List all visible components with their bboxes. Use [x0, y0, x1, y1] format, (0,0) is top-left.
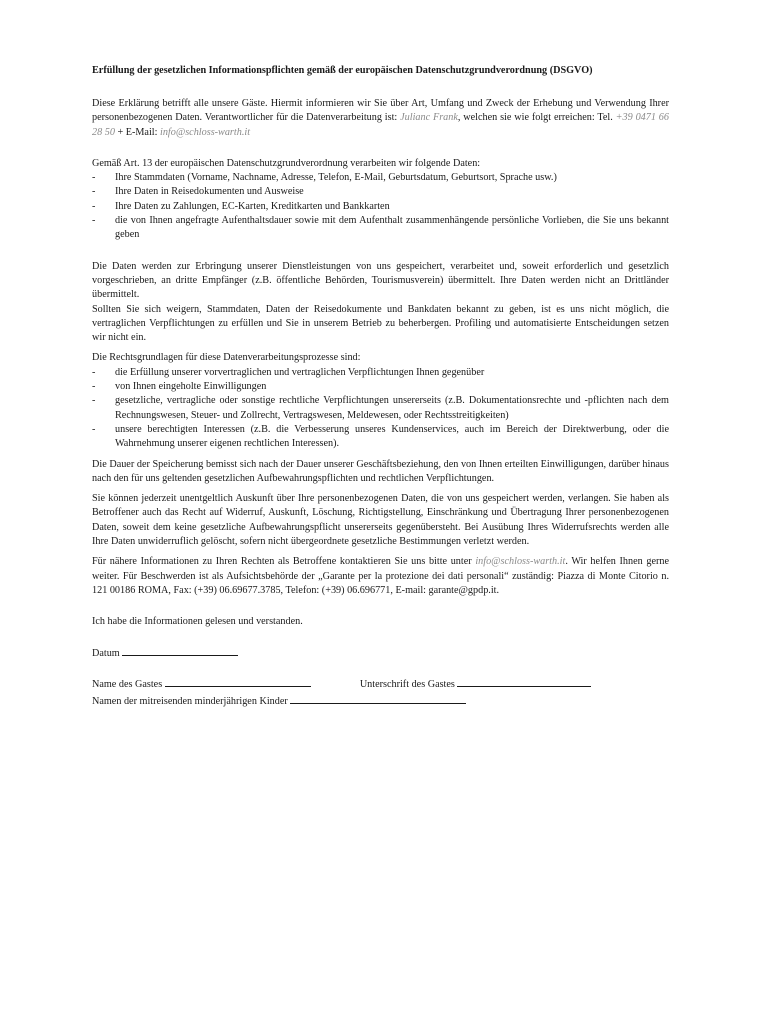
storage-paragraph: Die Daten werden zur Erbringung unserer Dienstleistungen von uns gespeichert, verarbeitet und, soweit erforderlich und gesetzlich vorgeschrieben, an dritte Empfänger (z.B. öffentliche Behörden, Tourismusverein) übermittelt. Ihre Daten werden nicht an Drittländer übermittelt.	[92, 260, 669, 301]
date-field[interactable]	[122, 644, 238, 656]
list-item: - von Ihnen eingeholte Einwilligungen	[92, 380, 669, 394]
minors-line	[92, 692, 669, 709]
contact-email-link[interactable]: info@schloss-warth.it	[475, 556, 566, 568]
date-line	[92, 644, 669, 661]
intro-text-2: , welchen sie wie folgt erreichen: Tel.	[457, 112, 616, 124]
list-item: - die Erfüllung unserer vorvertraglichen und vertraglichen Verpflichtungen Ihnen gegenüber	[92, 366, 669, 380]
guest-name-field[interactable]	[165, 675, 311, 687]
list-item: - Ihre Daten zu Zahlungen, EC-Karten, Kreditkarten und Bankkarten	[92, 200, 669, 214]
acknowledgement: Ich habe die Informationen gelesen und verstanden.	[92, 616, 303, 628]
intro-text-3: + E-Mail:	[114, 126, 160, 138]
list-item: - unsere berechtigten Interessen (z.B. die Verbesserung unseres Kundenservices, auch im Bereich der Direktwerbung, oder die Wahrnehmung unserer eigenen rechtlichen Interessen).	[92, 423, 669, 452]
data-intro: Gemäß Art. 13 der europäischen Datenschutzgrundverordnung verarbeiten wir folgende Daten:	[92, 157, 481, 169]
contact-paragraph	[92, 555, 669, 598]
duration-paragraph: Die Dauer der Speicherung bemisst sich nach der Dauer unserer Geschäftsbeziehung, den von Ihnen erteilten Einwilligungen, darüber hinaus nach den für uns geltenden gesetzlichen Aufbewahrungspflichten und rechtlichen Verpflichtungen.	[92, 458, 669, 484]
intro-text: Diese Erklärung betrifft alle unsere Gäste. Hiermit informieren wir Sie über Art, Umfang und Zweck der Erhebung und Verwendung Ihrer personenbezogenen Daten. Verantwortlicher für die Datenverarbeitung ist:	[92, 98, 669, 124]
contact-text: Für nähere Informationen zu Ihren Rechten als Betroffene kontaktieren Sie uns bitte unter	[92, 556, 476, 568]
legal-intro: Die Rechtsgrundlagen für diese Datenverarbeitungsprozesse sind:	[92, 352, 361, 364]
contact-email-link[interactable]: info@schloss-warth.it	[160, 126, 251, 138]
responsible-name: Julianc Frank	[400, 112, 458, 124]
guest-signature-line	[92, 675, 669, 692]
refuse-paragraph: Sollten Sie sich weigern, Stammdaten, Daten der Reisedokumente und Bankdaten bekannt zu geben, ist es uns nicht möglich, die vertraglichen Verpflichtungen zu erfüllen und Sie in unserem Betrieb zu beherbergen. Profiling und automatisierte Entscheidungen setzen wir nicht ein.	[92, 303, 669, 344]
list-item: - die von Ihnen angefragte Aufenthaltsdauer sowie mit dem Aufenthalt zusammenhängende persönliche Vorlieben, die Sie uns bekannt geben	[92, 214, 669, 243]
data-list	[92, 171, 669, 242]
guest-signature-field[interactable]	[457, 675, 591, 687]
list-item: - gesetzliche, vertragliche oder sonstige rechtliche Verpflichtungen unsererseits (z.B. Dokumentationsrechte und -pflichten nach dem Rechnungswesen, Steuer- und Zollrecht, Vertragswesen, Meldewesen, oder Rechtsstreitigkeiten)	[92, 394, 669, 423]
contact-text-2: . Wir helfen Ihnen gerne weiter. Für Beschwerden ist als Aufsichtsbehörde der „Garante per la protezione dei dati personali“ zuständig: Piazza di Monte Citorio n. 121 00186 ROMA, Fax: (+39) 06.69677.3785, Telefon: (+39) 06.696771, E-mail: garante@gpdp.it.	[92, 556, 670, 596]
guest-name-label: Name des Gastes	[92, 678, 163, 690]
minors-label: Namen der mitreisenden minderjährigen Kinder	[92, 696, 288, 708]
list-item: - Ihre Stammdaten (Vorname, Nachname, Adresse, Telefon, E-Mail, Geburtsdatum, Geburtsort, Sprache usw.)	[92, 171, 669, 185]
minors-field[interactable]	[290, 692, 466, 704]
rights-paragraph: Sie können jederzeit unentgeltlich Auskunft über Ihre personenbezogenen Daten, die von uns gespeichert werden, verlangen. Sie haben als Betroffener auch das Recht auf Widerruf, Auskunft, Löschung, Richtigstellung, Einschränkung und Übertragung Ihrer personenbezogenen Daten, soweit dem keine gesetzliche Aufbewahrungspflicht unsererseits gegenübersteht. Bei Ausübung Ihres Widerrufsrechts werden alle Ihre Daten unwiderruflich gelöscht, sofern nicht übergeordnete gesetzliche Bestimmungen verletzt werden.	[92, 493, 669, 548]
document-title: Erfüllung der gesetzlichen Informationspflichten gemäß der europäischen Datenschutzgrundverordnung (DSGVO)	[92, 65, 593, 76]
legal-list	[92, 366, 669, 452]
list-item: - Ihre Daten in Reisedokumenten und Ausweise	[92, 185, 669, 199]
guest-signature-label: Unterschrift des Gastes	[359, 678, 455, 690]
contact-phone: +39 0471 66 28 50	[92, 112, 669, 138]
intro-paragraph	[92, 97, 669, 140]
date-label: Datum	[92, 647, 120, 659]
